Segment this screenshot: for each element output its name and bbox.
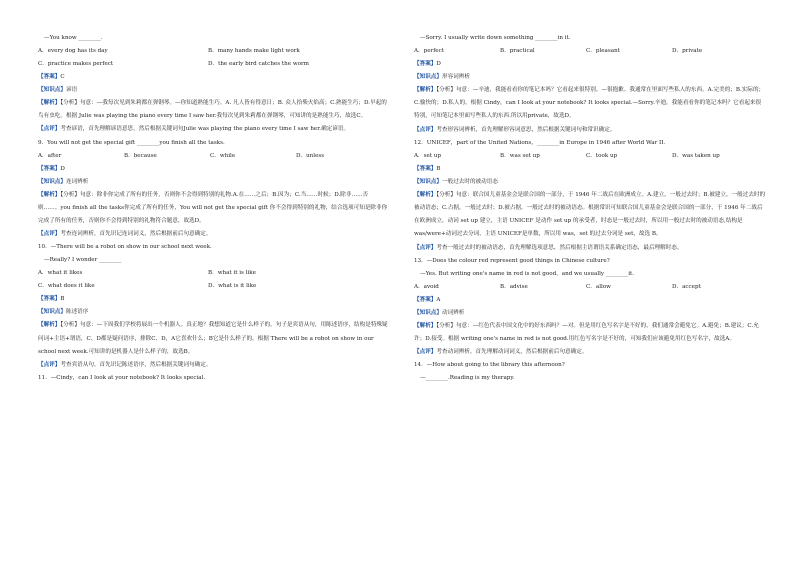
q8-option-b: B．many hands make light work (208, 48, 300, 54)
analysis-text: 【分析】句意：—红色代表中国文化中的好东西吗？—对。但是用红色写名字是不好的，我们通常会避免它。A.避免；B.建议；C.允许；D.接受。根据 writing one's name in red is not good.用红色写名字是不好的，可知我们应该避免用红色写名字，故选A。 (414, 322, 759, 343)
knowledge-tag: 【知识点】 (414, 178, 442, 185)
q11-knowledge (414, 71, 766, 84)
q13-answer (414, 294, 766, 307)
knowledge-value: 一般过去时的被动语态 (441, 178, 498, 185)
q12-comment (414, 242, 766, 255)
analysis-tag: 【解析】 (38, 191, 61, 198)
knowledge-tag: 【知识点】 (38, 178, 66, 185)
answer-value: D (60, 165, 65, 172)
q9-option-b: B．because (124, 152, 157, 159)
q12-analysis (414, 189, 766, 242)
q10-analysis (38, 319, 390, 359)
q10-options-row1 (38, 267, 390, 280)
answer-tag: 【答案】 (38, 74, 61, 80)
q8-option-d: D．the early bird catches the worm (208, 61, 309, 67)
comment-text: 考查形容词辨析，首先理解形容词意思，然后根据关键词句和常识确定。 (436, 126, 616, 133)
q8-option-c: C．practice makes perfect (38, 61, 114, 67)
q10-sub: —Really? I wonder ________ (44, 257, 122, 264)
q13-sub: —Yes. But writing one's name in red is not good，and we usually ________it. (420, 270, 635, 277)
comment-tag: 【点评】 (414, 126, 437, 133)
q8-options-row1 (38, 45, 390, 58)
q8-answer (38, 71, 390, 84)
analysis-tag: 【解析】 (414, 191, 437, 198)
q12-option-a: A．set up (414, 152, 442, 159)
q11-option-c: C．pleasant (586, 48, 620, 54)
analysis-text: 【分析】句意：—下周我们学校将展出一个机器人。真正地？我想知道它是什么样子的。句子是宾语从句，用陈述语序，结构是特殊疑问词+主语+谓语，C、D都是疑问语序，排除C、D，A它喜欢什么；B它是什么样子的。根据 There will be a robot on show in our school next week.可知讲的是机器人是什么样子的，故选B。 (38, 322, 388, 355)
q13-option-b: B．advise (500, 283, 528, 290)
q13-knowledge (414, 307, 766, 320)
comment-text: 考查动词辨析，首先理解动词词义，然后根据前后句意确定。 (436, 349, 588, 356)
q13-options (414, 281, 766, 294)
q14-stem: 14．—How about going to the library this afternoon? (414, 362, 565, 369)
q10-stem: 10．—There will be a robot on show in our school next week. (38, 244, 212, 251)
q10-option-d: D．what is it like (208, 283, 257, 290)
knowledge-value: 陈述语序 (65, 309, 89, 316)
right-column (414, 32, 766, 385)
q11-option-d: D．private (672, 48, 703, 54)
q11-option-b: B．practical (500, 48, 535, 54)
q13-option-d: D．accept (672, 283, 701, 290)
q11-options (414, 45, 766, 58)
q10-option-b: B．what it is like (208, 270, 256, 277)
q9-answer (38, 163, 390, 176)
knowledge-value: 连词辨析 (65, 178, 89, 185)
q13-option-c: C．allow (586, 283, 611, 290)
q10-comment (38, 359, 390, 372)
q8-options-row2 (38, 58, 390, 71)
q8-analysis (38, 97, 390, 123)
q9-analysis (38, 189, 390, 229)
q13-option-a: A．avoid (414, 283, 439, 290)
q9-stem: 9．You will not get the special gift ________you finish all the tasks. (38, 139, 225, 146)
q9-option-c: C．while (210, 152, 236, 159)
knowledge-tag: 【知识点】 (38, 309, 66, 316)
comment-text: 考查谚语，首先理解谚语意思，然后根据关键词句Julie was playing the piano every time I saw her.确定谚语。 (60, 126, 350, 133)
q8-comment (38, 123, 390, 136)
answer-value: A (436, 296, 441, 303)
comment-tag: 【点评】 (414, 244, 437, 251)
knowledge-value: 动词辨析 (441, 309, 465, 316)
comment-text: 考查宾语从句，首先识记陈述语序，然后根据关键词句确定。 (60, 362, 212, 369)
q8-stem: —You know ________. (44, 35, 103, 41)
answer-value: B (436, 165, 441, 172)
analysis-tag: 【解析】 (38, 322, 61, 329)
q8-knowledge (38, 84, 390, 97)
knowledge-value: 形容词辨析 (441, 74, 470, 80)
q14-sub: —________.Reading is my therapy. (420, 375, 515, 382)
comment-tag: 【点评】 (38, 231, 61, 238)
q12-knowledge (414, 176, 766, 189)
analysis-tag: 【解析】 (38, 100, 61, 106)
knowledge-tag: 【知识点】 (38, 87, 66, 93)
comment-tag: 【点评】 (38, 362, 61, 369)
analysis-text: 【分析】句意：—辛迪，我能看看你的笔记本吗？它看起来很特别。—很抱歉。我通常在里面写些私人的东西。A.完美的；B.实际的；C.愉快的；D.私人的。根据 Cindy，can I look at your notebook? It looks special.—Sorry.辛迪，我能看看你的笔记本吗？它看起来很特别，可知笔记本里面写些私人的东西.所以用private，故选D。 (414, 87, 765, 120)
q11-sub: —Sorry. I usually write down something ________in it. (420, 35, 571, 41)
knowledge-tag: 【知识点】 (414, 309, 442, 316)
q11-comment (414, 124, 766, 137)
comment-tag: 【点评】 (414, 349, 437, 356)
q10-options-row2 (38, 280, 390, 293)
comment-text: 考查一般过去时的被动语态，首先理解选项意思，然后根据主语谓语关系确定语态，最后理解时态。 (436, 244, 683, 251)
q10-knowledge (38, 306, 390, 319)
analysis-tag: 【解析】 (414, 322, 437, 329)
q9-options (38, 150, 390, 163)
q11-stem: 11．—Cindy，can I look at your notebook? It looks special. (38, 375, 206, 382)
comment-text: 考查连词辨析，首先识记连词词义，然后根据前后句意确定。 (60, 231, 212, 238)
answer-tag: 【答案】 (38, 165, 61, 172)
q11-answer (414, 58, 766, 71)
q9-knowledge (38, 176, 390, 189)
analysis-text: 【分析】句意：除非你完成了所有的任务，否则你不会得到特别的礼物.A.在……之后；B.因为；C.当……时候；D.除非……否则……。you finish all the tasks你完成了所有的任务，You will not get the special gift 你不会得到特别的礼物，结合选项可知是除非你完成了所有的任务，否则你不会得到特别的礼物符合题意，故选D。 (38, 191, 388, 225)
q10-option-c: C．what does it like (38, 283, 95, 290)
q9-option-d: D．unless (296, 152, 325, 159)
answer-value: D (436, 61, 441, 67)
knowledge-tag: 【知识点】 (414, 74, 442, 80)
left-column (38, 32, 390, 385)
analysis-text: 【分析】句意：—我每次见到朱莉都在弹钢琴。—你知道熟能生巧。A. 凡人皆有得意日；B. 众人拾柴火焰高；C.熟能生巧；D.早起的鸟有虫吃。根据 Julie was playing the piano every time I saw her.我每次见到朱莉都在弹钢琴，可知讲的是熟能生巧，故选C。 (38, 100, 387, 120)
q12-option-d: D．was taken up (672, 152, 720, 159)
answer-tag: 【答案】 (414, 165, 437, 172)
q12-option-c: C．took up (586, 152, 618, 159)
q13-comment (414, 346, 766, 359)
q11-analysis (414, 84, 766, 124)
answer-tag: 【答案】 (414, 61, 437, 67)
answer-value: B (60, 296, 65, 303)
comment-tag: 【点评】 (38, 126, 61, 133)
q13-analysis (414, 320, 766, 346)
q9-option-a: A．after (38, 152, 62, 159)
q13-stem: 13．—Does the colour red represent good things in Chinese culture? (414, 257, 610, 264)
q12-stem: 12．UNICEF，part of the United Nations，________in Europe in 1946 after World War II. (414, 139, 666, 146)
q12-answer (414, 163, 766, 176)
q9-comment (38, 228, 390, 241)
answer-tag: 【答案】 (414, 296, 437, 303)
q10-answer (38, 293, 390, 306)
q11-option-a: A．perfect (414, 48, 444, 54)
q12-options (414, 150, 766, 163)
answer-tag: 【答案】 (38, 296, 61, 303)
q10-option-a: A．what it likes (38, 270, 83, 277)
answer-value: C (60, 74, 65, 80)
analysis-text: 【分析】句意：联合国儿童基金会是联合国的一部分，于 1946 年二战后在欧洲成立。A.建立，一般过去时；B.被建立，一般过去时的被动语态；C.占据，一般过去时；D.被占据，一般过去时的被动语态。根据常识可知联合国儿童基金会是联合国的一部分，于 1946 年二战后在欧洲成立，动词 set up 建立，主语 UNICEF 是动作 set up 的承受者，时态是一般过去时，所以用一般过去时的被动语态,结构是was/were+动词过去分词，主语 UNICEF是单数，所以用 was，set 的过去分词是 set，故选 B。 (414, 191, 766, 238)
q8-option-a: A．every dog has its day (38, 48, 108, 54)
knowledge-value: 谚语 (65, 87, 78, 93)
analysis-tag: 【解析】 (414, 87, 437, 93)
q12-option-b: B．was set up (500, 152, 540, 159)
